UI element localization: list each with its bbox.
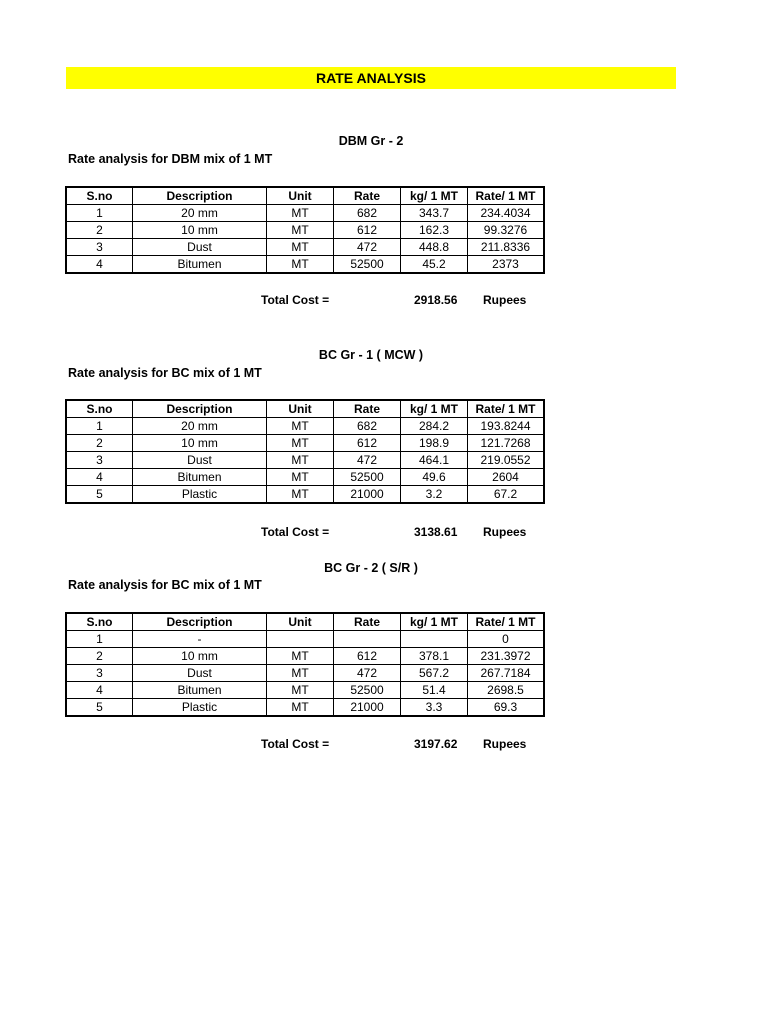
rate-table-bc-gr1: [65, 399, 545, 504]
column-header-unit: Unit: [267, 613, 334, 631]
total-cost-label: Total Cost =: [261, 293, 330, 307]
column-header-unit: Unit: [267, 400, 334, 418]
cell-description: Dust: [133, 665, 267, 682]
cell-rate-per-mt: 231.3972: [468, 648, 545, 665]
cell-rate-per-mt: 193.8244: [468, 418, 545, 435]
cell-kg-per-mt: 567.2: [401, 665, 468, 682]
table-row: [66, 418, 544, 435]
table-row: [66, 682, 544, 699]
column-header-description: Description: [133, 187, 267, 205]
cell-rate: 21000: [334, 486, 401, 504]
column-header-kg-per-mt: kg/ 1 MT: [401, 613, 468, 631]
cell-rate: 612: [334, 648, 401, 665]
table-row: [66, 486, 544, 504]
cell-description: -: [133, 631, 267, 648]
cell-rate-per-mt: 2698.5: [468, 682, 545, 699]
total-cost-label: Total Cost =: [261, 525, 330, 539]
cell-kg-per-mt: 448.8: [401, 239, 468, 256]
title-banner: [66, 67, 676, 89]
cell-rate: 682: [334, 418, 401, 435]
cell-kg-per-mt: 343.7: [401, 205, 468, 222]
section-heading-bc-gr1: BC Gr - 1 ( MCW ): [318, 348, 424, 362]
cell-rate: 472: [334, 452, 401, 469]
column-header-kg-per-mt: kg/ 1 MT: [401, 187, 468, 205]
section-heading-bc-gr2: BC Gr - 2 ( S/R ): [324, 561, 418, 575]
cell-rate-per-mt: 121.7268: [468, 435, 545, 452]
table-row: [66, 256, 544, 274]
cell-description: 20 mm: [133, 418, 267, 435]
column-header-description: Description: [133, 400, 267, 418]
cell-rate: 52500: [334, 682, 401, 699]
cell-rate-per-mt: 67.2: [468, 486, 545, 504]
cell-rate-per-mt: 234.4034: [468, 205, 545, 222]
cell-sno: 4: [66, 256, 133, 274]
cell-unit: MT: [267, 256, 334, 274]
cell-rate-per-mt: 99.3276: [468, 222, 545, 239]
cell-description: Dust: [133, 239, 267, 256]
cell-unit: MT: [267, 418, 334, 435]
cell-description: Bitumen: [133, 469, 267, 486]
table-header-row: [66, 187, 544, 205]
cell-sno: 1: [66, 205, 133, 222]
cell-sno: 2: [66, 222, 133, 239]
table-header-row: [66, 613, 544, 631]
cell-rate: 472: [334, 239, 401, 256]
cell-kg-per-mt: 378.1: [401, 648, 468, 665]
total-cost-unit: Rupees: [483, 525, 527, 539]
cell-description: Bitumen: [133, 682, 267, 699]
cell-description: 10 mm: [133, 435, 267, 452]
column-header-description: Description: [133, 613, 267, 631]
column-header-rate: Rate: [334, 613, 401, 631]
total-cost-value: 2918.56: [414, 293, 458, 307]
cell-description: 10 mm: [133, 222, 267, 239]
cell-kg-per-mt: 464.1: [401, 452, 468, 469]
cell-unit: MT: [267, 435, 334, 452]
cell-unit: MT: [267, 452, 334, 469]
cell-sno: 3: [66, 665, 133, 682]
table-row: [66, 435, 544, 452]
cell-unit: MT: [267, 699, 334, 717]
cell-unit: MT: [267, 469, 334, 486]
cell-sno: 2: [66, 648, 133, 665]
cell-unit: MT: [267, 665, 334, 682]
cell-sno: 3: [66, 452, 133, 469]
column-header-sno: S.no: [66, 187, 133, 205]
cell-rate: 682: [334, 205, 401, 222]
section-subheading-bc-gr2: Rate analysis for BC mix of 1 MT: [68, 578, 262, 592]
cell-unit: MT: [267, 486, 334, 504]
table-header-row: [66, 400, 544, 418]
cell-rate: 52500: [334, 469, 401, 486]
column-header-rate-per-mt: Rate/ 1 MT: [468, 187, 545, 205]
section-subheading-dbm: Rate analysis for DBM mix of 1 MT: [68, 152, 273, 166]
column-header-kg-per-mt: kg/ 1 MT: [401, 400, 468, 418]
cell-description: Plastic: [133, 699, 267, 717]
cell-sno: 4: [66, 469, 133, 486]
table-row: [66, 469, 544, 486]
cell-rate-per-mt: 211.8336: [468, 239, 545, 256]
page-title: RATE ANALYSIS: [316, 70, 426, 86]
cell-sno: 5: [66, 699, 133, 717]
cell-sno: 3: [66, 239, 133, 256]
cell-description: 20 mm: [133, 205, 267, 222]
column-header-unit: Unit: [267, 187, 334, 205]
column-header-rate: Rate: [334, 400, 401, 418]
column-header-rate-per-mt: Rate/ 1 MT: [468, 400, 545, 418]
cell-description: Bitumen: [133, 256, 267, 274]
table-row: [66, 239, 544, 256]
column-header-rate-per-mt: Rate/ 1 MT: [468, 613, 545, 631]
cell-kg-per-mt: 3.2: [401, 486, 468, 504]
cell-rate-per-mt: 69.3: [468, 699, 545, 717]
cell-unit: [267, 631, 334, 648]
cell-kg-per-mt: 162.3: [401, 222, 468, 239]
cell-kg-per-mt: 284.2: [401, 418, 468, 435]
total-cost-unit: Rupees: [483, 293, 527, 307]
cell-sno: 1: [66, 418, 133, 435]
cell-kg-per-mt: 51.4: [401, 682, 468, 699]
cell-unit: MT: [267, 222, 334, 239]
cell-rate: [334, 631, 401, 648]
table-row: [66, 648, 544, 665]
total-cost-label: Total Cost =: [261, 737, 330, 751]
cell-sno: 2: [66, 435, 133, 452]
table-row: [66, 222, 544, 239]
section-heading-dbm: DBM Gr - 2: [338, 134, 404, 148]
total-cost-value: 3138.61: [414, 525, 458, 539]
table-row: [66, 699, 544, 717]
cell-rate: 612: [334, 222, 401, 239]
cell-sno: 4: [66, 682, 133, 699]
table-row: [66, 631, 544, 648]
cell-rate-per-mt: 2604: [468, 469, 545, 486]
cell-sno: 5: [66, 486, 133, 504]
section-subheading-bc-gr1: Rate analysis for BC mix of 1 MT: [68, 366, 262, 380]
total-cost-unit: Rupees: [483, 737, 527, 751]
table-row: [66, 665, 544, 682]
cell-unit: MT: [267, 682, 334, 699]
cell-rate-per-mt: 267.7184: [468, 665, 545, 682]
cell-kg-per-mt: 49.6: [401, 469, 468, 486]
rate-table-dbm: [65, 186, 545, 274]
total-cost-value: 3197.62: [414, 737, 458, 751]
cell-sno: 1: [66, 631, 133, 648]
cell-kg-per-mt: 45.2: [401, 256, 468, 274]
cell-unit: MT: [267, 239, 334, 256]
cell-description: Dust: [133, 452, 267, 469]
cell-rate-per-mt: 219.0552: [468, 452, 545, 469]
table-row: [66, 205, 544, 222]
cell-kg-per-mt: [401, 631, 468, 648]
cell-rate-per-mt: 0: [468, 631, 545, 648]
cell-rate: 52500: [334, 256, 401, 274]
cell-rate: 472: [334, 665, 401, 682]
column-header-sno: S.no: [66, 400, 133, 418]
cell-unit: MT: [267, 648, 334, 665]
cell-rate-per-mt: 2373: [468, 256, 545, 274]
column-header-rate: Rate: [334, 187, 401, 205]
table-row: [66, 452, 544, 469]
rate-table-bc-gr2: [65, 612, 545, 717]
cell-kg-per-mt: 3.3: [401, 699, 468, 717]
cell-description: Plastic: [133, 486, 267, 504]
column-header-sno: S.no: [66, 613, 133, 631]
cell-unit: MT: [267, 205, 334, 222]
cell-rate: 21000: [334, 699, 401, 717]
cell-description: 10 mm: [133, 648, 267, 665]
cell-rate: 612: [334, 435, 401, 452]
cell-kg-per-mt: 198.9: [401, 435, 468, 452]
